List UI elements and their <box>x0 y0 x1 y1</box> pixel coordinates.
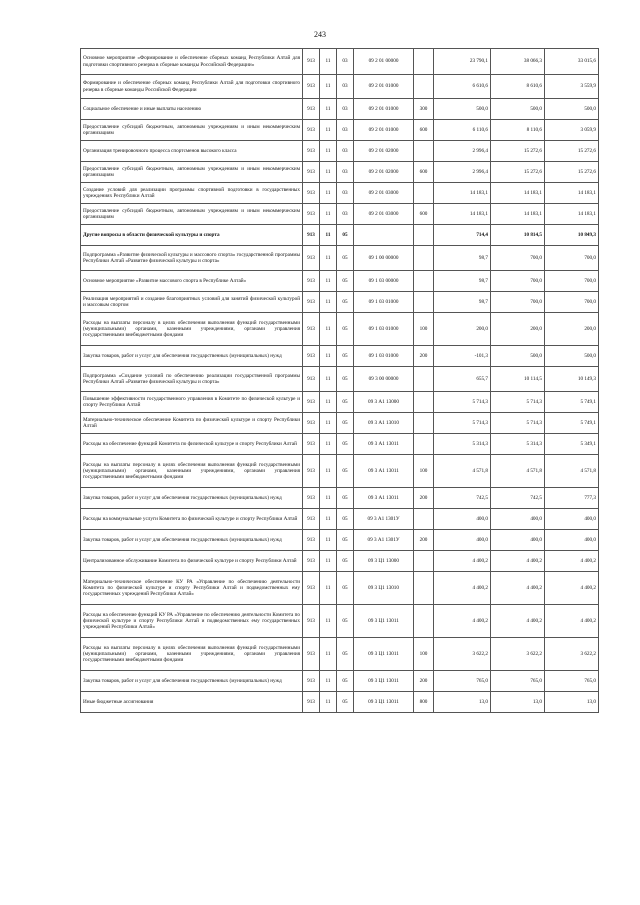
table-row <box>81 204 599 225</box>
ministry-code-cell: 913 <box>303 413 320 434</box>
row-name-cell: Предоставление субсидий бюджетным, автономным учреждениям и иным некоммерческим организациям <box>81 162 303 183</box>
amount-year2-cell: 10 114,5 <box>491 367 545 392</box>
amount-year1-cell: 13,0 <box>434 692 491 713</box>
expense-type-cell <box>414 367 434 392</box>
expense-type-cell <box>414 572 434 605</box>
amount-year2-cell: 4 400,2 <box>491 551 545 572</box>
amount-year1-cell: 14 183,1 <box>434 183 491 204</box>
section-code-cell: 11 <box>320 551 337 572</box>
subsection-code-cell: 03 <box>337 120 354 141</box>
expense-type-cell: 100 <box>414 313 434 346</box>
target-article-cell: 09 2 01 01000 <box>354 99 414 120</box>
expense-type-cell <box>414 49 434 75</box>
amount-year2-cell: 742,5 <box>491 488 545 509</box>
amount-year3-cell: 14 183,1 <box>545 183 599 204</box>
amount-year1-cell: 4 400,2 <box>434 605 491 638</box>
amount-year2-cell: 14 183,1 <box>491 183 545 204</box>
amount-year1-cell: -101,3 <box>434 346 491 367</box>
subsection-code-cell: 05 <box>337 530 354 551</box>
amount-year2-cell: 15 272,6 <box>491 141 545 162</box>
amount-year3-cell: 500,0 <box>545 99 599 120</box>
row-name-cell: Подпрограмма «Создание условий по обеспечению реализации государственной программы Республики Алтай «Развитие физической культуры и спорта» <box>81 367 303 392</box>
amount-year2-cell: 5 714,3 <box>491 413 545 434</box>
subsection-code-cell: 03 <box>337 183 354 204</box>
subsection-code-cell: 05 <box>337 367 354 392</box>
table-row <box>81 346 599 367</box>
section-code-cell: 11 <box>320 75 337 99</box>
amount-year3-cell: 3 559,9 <box>545 75 599 99</box>
amount-year3-cell: 10 849,3 <box>545 225 599 246</box>
row-name-cell: Материально-техническое обеспечение Комитета по физической культуре и спорту Республики Алтай <box>81 413 303 434</box>
subsection-code-cell: 05 <box>337 292 354 313</box>
expense-type-cell: 100 <box>414 455 434 488</box>
table-row <box>81 692 599 713</box>
row-name-cell: Закупка товаров, работ и услуг для обеспечения государственных (муниципальных) нужд <box>81 671 303 692</box>
amount-year1-cell: 98,7 <box>434 271 491 292</box>
expense-type-cell <box>414 183 434 204</box>
table-row <box>81 671 599 692</box>
section-code-cell: 11 <box>320 346 337 367</box>
target-article-cell: 09 1 03 01000 <box>354 346 414 367</box>
amount-year2-cell: 765,0 <box>491 671 545 692</box>
subsection-code-cell: 03 <box>337 162 354 183</box>
amount-year1-cell: 6 110,6 <box>434 120 491 141</box>
target-article-cell: 09 3 Ц1 13011 <box>354 605 414 638</box>
table-row <box>81 75 599 99</box>
expense-type-cell <box>414 141 434 162</box>
expense-type-cell <box>414 392 434 413</box>
page-number: 243 <box>314 30 326 39</box>
target-article-cell: 09 3 А1 13010 <box>354 413 414 434</box>
amount-year3-cell: 700,0 <box>545 271 599 292</box>
amount-year2-cell: 700,0 <box>491 271 545 292</box>
target-article-cell: 09 1 00 00000 <box>354 246 414 271</box>
section-code-cell: 11 <box>320 455 337 488</box>
amount-year2-cell: 400,0 <box>491 509 545 530</box>
table-row <box>81 455 599 488</box>
target-article-cell: 09 3 Ц1 13011 <box>354 671 414 692</box>
amount-year1-cell: 98,7 <box>434 246 491 271</box>
amount-year1-cell: 14 183,1 <box>434 204 491 225</box>
amount-year1-cell: 765,0 <box>434 671 491 692</box>
target-article-cell: 09 2 01 00000 <box>354 49 414 75</box>
target-article-cell: 09 3 00 00000 <box>354 367 414 392</box>
budget-table <box>80 48 599 713</box>
row-name-cell: Формирование и обеспечение сборных команд Республики Алтай для подготовки спортивного резерва в сборные команды Российской Федерации <box>81 75 303 99</box>
section-code-cell: 11 <box>320 488 337 509</box>
section-code-cell: 11 <box>320 204 337 225</box>
target-article-cell: 09 1 03 01000 <box>354 313 414 346</box>
amount-year3-cell: 200,0 <box>545 313 599 346</box>
table-row <box>81 605 599 638</box>
row-name-cell: Расходы на выплаты персоналу в целях обеспечения выполнения функций государственными (муниципальными) органами, казенными учреждениями, органами управления государственными внебюджетными фондами <box>81 313 303 346</box>
table-row <box>81 183 599 204</box>
ministry-code-cell: 913 <box>303 204 320 225</box>
amount-year2-cell: 700,0 <box>491 292 545 313</box>
target-article-cell: 09 1 03 00000 <box>354 271 414 292</box>
expense-type-cell <box>414 225 434 246</box>
row-name-cell: Повышение эффективности государственного управления в Комитете по физической культуре и спорту Республики Алтай <box>81 392 303 413</box>
amount-year2-cell: 14 183,1 <box>491 204 545 225</box>
section-code-cell: 11 <box>320 99 337 120</box>
section-code-cell: 11 <box>320 49 337 75</box>
row-name-cell: Подпрограмма «Развитие физической культуры и массового спорта» государственной программы Республики Алтай «Развитие физической культуры и спорта» <box>81 246 303 271</box>
row-name-cell: Другие вопросы в области физической культуры и спорта <box>81 225 303 246</box>
section-code-cell: 11 <box>320 434 337 455</box>
subsection-code-cell: 05 <box>337 313 354 346</box>
row-name-cell: Расходы на коммунальные услуги Комитета по физической культуре и спорту Республики Алтай <box>81 509 303 530</box>
amount-year3-cell: 4 400,2 <box>545 551 599 572</box>
amount-year3-cell: 700,0 <box>545 292 599 313</box>
section-code-cell: 11 <box>320 392 337 413</box>
subsection-code-cell: 03 <box>337 49 354 75</box>
amount-year2-cell: 400,0 <box>491 530 545 551</box>
expense-type-cell: 300 <box>414 99 434 120</box>
row-name-cell: Основное мероприятие «Формирование и обеспечение сборных команд Республики Алтай для подготовки спортивного резерва в сборные команды Российской Федерации» <box>81 49 303 75</box>
ministry-code-cell: 913 <box>303 346 320 367</box>
amount-year3-cell: 5 349,1 <box>545 434 599 455</box>
ministry-code-cell: 913 <box>303 271 320 292</box>
row-name-cell: Предоставление субсидий бюджетным, автономным учреждениям и иным некоммерческим организациям <box>81 120 303 141</box>
row-name-cell: Материально-техническое обеспечение КУ РА «Управление по обеспечению деятельности Комитета по физической культуре и спорту Республики Алтай и подведомственных ему государственных учреждений Республики Алтай» <box>81 572 303 605</box>
expense-type-cell <box>414 434 434 455</box>
section-code-cell: 11 <box>320 509 337 530</box>
section-code-cell: 11 <box>320 572 337 605</box>
subsection-code-cell: 05 <box>337 605 354 638</box>
subsection-code-cell: 05 <box>337 455 354 488</box>
table-row <box>81 551 599 572</box>
ministry-code-cell: 913 <box>303 572 320 605</box>
row-name-cell: Закупка товаров, работ и услуг для обеспечения государственных (муниципальных) нужд <box>81 530 303 551</box>
subsection-code-cell: 05 <box>337 225 354 246</box>
ministry-code-cell: 913 <box>303 392 320 413</box>
target-article-cell: 09 3 Ц1 13011 <box>354 692 414 713</box>
subsection-code-cell: 05 <box>337 551 354 572</box>
subsection-code-cell: 05 <box>337 638 354 671</box>
amount-year2-cell: 3 622,2 <box>491 638 545 671</box>
ministry-code-cell: 913 <box>303 530 320 551</box>
amount-year3-cell: 15 272,6 <box>545 162 599 183</box>
subsection-code-cell: 05 <box>337 488 354 509</box>
amount-year3-cell: 4 400,2 <box>545 572 599 605</box>
ministry-code-cell: 913 <box>303 183 320 204</box>
table-body <box>81 49 599 713</box>
ministry-code-cell: 913 <box>303 292 320 313</box>
table-row <box>81 413 599 434</box>
target-article-cell: 09 3 А1 13011 <box>354 455 414 488</box>
amount-year3-cell: 13,0 <box>545 692 599 713</box>
amount-year3-cell: 400,0 <box>545 530 599 551</box>
table-row <box>81 99 599 120</box>
amount-year3-cell: 33 015,6 <box>545 49 599 75</box>
subsection-code-cell: 05 <box>337 572 354 605</box>
subsection-code-cell: 05 <box>337 434 354 455</box>
ministry-code-cell: 913 <box>303 434 320 455</box>
subsection-code-cell: 05 <box>337 271 354 292</box>
row-name-cell: Создание условий для реализации программы спортивной подготовки в государственных учреждениях Республики Алтай <box>81 183 303 204</box>
table-row <box>81 530 599 551</box>
section-code-cell: 11 <box>320 271 337 292</box>
section-code-cell: 11 <box>320 141 337 162</box>
expense-type-cell <box>414 413 434 434</box>
expense-type-cell <box>414 75 434 99</box>
table-row <box>81 271 599 292</box>
target-article-cell: 09 3 А1 13000 <box>354 392 414 413</box>
table-row <box>81 434 599 455</box>
target-article-cell: 09 2 01 02000 <box>354 162 414 183</box>
ministry-code-cell: 913 <box>303 509 320 530</box>
table-row <box>81 572 599 605</box>
expense-type-cell <box>414 271 434 292</box>
subsection-code-cell: 03 <box>337 75 354 99</box>
table-row <box>81 292 599 313</box>
amount-year1-cell: 6 610,6 <box>434 75 491 99</box>
table-row <box>81 638 599 671</box>
row-name-cell: Расходы на обеспечение функций Комитета по физической культуре и спорту Республики Алтай <box>81 434 303 455</box>
amount-year3-cell: 700,0 <box>545 246 599 271</box>
table-row <box>81 141 599 162</box>
amount-year1-cell: 4 571,8 <box>434 455 491 488</box>
ministry-code-cell: 913 <box>303 75 320 99</box>
amount-year3-cell: 4 571,8 <box>545 455 599 488</box>
subsection-code-cell: 05 <box>337 671 354 692</box>
expense-type-cell <box>414 605 434 638</box>
amount-year1-cell: 4 400,2 <box>434 551 491 572</box>
amount-year1-cell: 2 996,4 <box>434 162 491 183</box>
amount-year3-cell: 10 149,3 <box>545 367 599 392</box>
amount-year1-cell: 655,7 <box>434 367 491 392</box>
row-name-cell: Закупка товаров, работ и услуг для обеспечения государственных (муниципальных) нужд <box>81 346 303 367</box>
expense-type-cell: 200 <box>414 530 434 551</box>
amount-year1-cell: 200,0 <box>434 313 491 346</box>
row-name-cell: Основное мероприятие «Развитие массового спорта в Республике Алтай» <box>81 271 303 292</box>
expense-type-cell: 600 <box>414 162 434 183</box>
amount-year3-cell: 5 749,1 <box>545 392 599 413</box>
row-name-cell: Социальное обеспечение и иные выплаты населению <box>81 99 303 120</box>
table-row <box>81 162 599 183</box>
ministry-code-cell: 913 <box>303 99 320 120</box>
section-code-cell: 11 <box>320 246 337 271</box>
row-name-cell: Расходы на выплаты персоналу в целях обеспечения выполнения функций государственными (муниципальными) органами, казенными учреждениями, органами управления государственными внебюджетными фондами <box>81 455 303 488</box>
expense-type-cell <box>414 509 434 530</box>
table-row <box>81 120 599 141</box>
amount-year1-cell: 714,4 <box>434 225 491 246</box>
target-article-cell: 09 3 А1 1301У <box>354 509 414 530</box>
ministry-code-cell: 913 <box>303 605 320 638</box>
ministry-code-cell: 913 <box>303 120 320 141</box>
ministry-code-cell: 913 <box>303 638 320 671</box>
section-code-cell: 11 <box>320 605 337 638</box>
subsection-code-cell: 05 <box>337 392 354 413</box>
ministry-code-cell: 913 <box>303 246 320 271</box>
amount-year1-cell: 5 314,3 <box>434 434 491 455</box>
section-code-cell: 11 <box>320 120 337 141</box>
amount-year2-cell: 4 400,2 <box>491 605 545 638</box>
amount-year2-cell: 8 110,6 <box>491 120 545 141</box>
table-row <box>81 488 599 509</box>
amount-year1-cell: 2 996,4 <box>434 141 491 162</box>
subsection-code-cell: 03 <box>337 204 354 225</box>
ministry-code-cell: 913 <box>303 162 320 183</box>
row-name-cell: Реализация мероприятий и создание благоприятных условий для занятий физической культурой и массовым спортом <box>81 292 303 313</box>
ministry-code-cell: 913 <box>303 141 320 162</box>
table-row <box>81 509 599 530</box>
subsection-code-cell: 05 <box>337 509 354 530</box>
section-code-cell: 11 <box>320 367 337 392</box>
expense-type-cell: 200 <box>414 346 434 367</box>
section-code-cell: 11 <box>320 225 337 246</box>
section-code-cell: 11 <box>320 638 337 671</box>
row-name-cell: Организация тренировочного процесса спортсменов высокого класса <box>81 141 303 162</box>
amount-year3-cell: 14 183,1 <box>545 204 599 225</box>
amount-year2-cell: 15 272,6 <box>491 162 545 183</box>
expense-type-cell: 800 <box>414 692 434 713</box>
target-article-cell: 09 3 А1 13011 <box>354 434 414 455</box>
expense-type-cell <box>414 551 434 572</box>
target-article-cell: 09 1 03 01000 <box>354 292 414 313</box>
amount-year2-cell: 4 400,2 <box>491 572 545 605</box>
amount-year2-cell: 10 814,5 <box>491 225 545 246</box>
expense-type-cell <box>414 246 434 271</box>
table-row <box>81 49 599 75</box>
table-row <box>81 225 599 246</box>
ministry-code-cell: 913 <box>303 692 320 713</box>
row-name-cell: Иные бюджетные ассигнования <box>81 692 303 713</box>
row-name-cell: Централизованное обслуживание Комитета по физической культуре и спорту Республики Алтай <box>81 551 303 572</box>
expense-type-cell: 600 <box>414 120 434 141</box>
amount-year3-cell: 3 059,9 <box>545 120 599 141</box>
target-article-cell: 09 2 01 02000 <box>354 141 414 162</box>
ministry-code-cell: 913 <box>303 551 320 572</box>
subsection-code-cell: 05 <box>337 246 354 271</box>
amount-year3-cell: 4 400,2 <box>545 605 599 638</box>
amount-year1-cell: 742,5 <box>434 488 491 509</box>
amount-year1-cell: 5 714,3 <box>434 392 491 413</box>
section-code-cell: 11 <box>320 671 337 692</box>
expense-type-cell <box>414 292 434 313</box>
amount-year1-cell: 4 400,2 <box>434 572 491 605</box>
expense-type-cell: 200 <box>414 488 434 509</box>
amount-year2-cell: 5 314,3 <box>491 434 545 455</box>
section-code-cell: 11 <box>320 162 337 183</box>
section-code-cell: 11 <box>320 413 337 434</box>
amount-year3-cell: 400,0 <box>545 509 599 530</box>
section-code-cell: 11 <box>320 530 337 551</box>
section-code-cell: 11 <box>320 692 337 713</box>
target-article-cell: 09 2 01 03000 <box>354 183 414 204</box>
subsection-code-cell: 03 <box>337 99 354 120</box>
amount-year1-cell: 23 790,1 <box>434 49 491 75</box>
row-name-cell: Расходы на обеспечение функций КУ РА «Управление по обеспечению деятельности Комитета по физической культуре и спорту Республики Алтай и подведомственных ему государственных учреждений Республики Алтай» <box>81 605 303 638</box>
table-row <box>81 246 599 271</box>
amount-year1-cell: 98,7 <box>434 292 491 313</box>
table-row <box>81 313 599 346</box>
subsection-code-cell: 05 <box>337 692 354 713</box>
amount-year3-cell: 5 749,1 <box>545 413 599 434</box>
amount-year2-cell: 4 571,8 <box>491 455 545 488</box>
subsection-code-cell: 05 <box>337 346 354 367</box>
expense-type-cell: 200 <box>414 671 434 692</box>
ministry-code-cell: 913 <box>303 367 320 392</box>
ministry-code-cell: 913 <box>303 313 320 346</box>
amount-year2-cell: 5 714,3 <box>491 392 545 413</box>
ministry-code-cell: 913 <box>303 455 320 488</box>
amount-year2-cell: 500,0 <box>491 99 545 120</box>
ministry-code-cell: 913 <box>303 225 320 246</box>
expense-type-cell: 600 <box>414 204 434 225</box>
amount-year2-cell: 13,0 <box>491 692 545 713</box>
ministry-code-cell: 913 <box>303 49 320 75</box>
target-article-cell: 09 3 Ц1 13010 <box>354 572 414 605</box>
amount-year3-cell: 15 272,6 <box>545 141 599 162</box>
amount-year2-cell: 700,0 <box>491 246 545 271</box>
amount-year3-cell: 3 622,2 <box>545 638 599 671</box>
target-article-cell: 09 2 01 01000 <box>354 75 414 99</box>
amount-year3-cell: 500,0 <box>545 346 599 367</box>
amount-year3-cell: 777,3 <box>545 488 599 509</box>
ministry-code-cell: 913 <box>303 671 320 692</box>
expense-type-cell: 100 <box>414 638 434 671</box>
amount-year2-cell: 38 066,3 <box>491 49 545 75</box>
table-row <box>81 367 599 392</box>
target-article-cell: 09 3 Ц1 13011 <box>354 638 414 671</box>
amount-year1-cell: 500,0 <box>434 99 491 120</box>
amount-year1-cell: 3 622,2 <box>434 638 491 671</box>
amount-year1-cell: 5 714,3 <box>434 413 491 434</box>
amount-year3-cell: 765,0 <box>545 671 599 692</box>
target-article-cell: 09 3 Ц1 13000 <box>354 551 414 572</box>
row-name-cell: Закупка товаров, работ и услуг для обеспечения государственных (муниципальных) нужд <box>81 488 303 509</box>
section-code-cell: 11 <box>320 292 337 313</box>
table-row <box>81 392 599 413</box>
target-article-cell <box>354 225 414 246</box>
subsection-code-cell: 05 <box>337 413 354 434</box>
amount-year2-cell: 8 610,6 <box>491 75 545 99</box>
section-code-cell: 11 <box>320 313 337 346</box>
target-article-cell: 09 2 01 01000 <box>354 120 414 141</box>
target-article-cell: 09 3 А1 1301У <box>354 530 414 551</box>
amount-year2-cell: 200,0 <box>491 313 545 346</box>
amount-year1-cell: 400,0 <box>434 509 491 530</box>
subsection-code-cell: 03 <box>337 141 354 162</box>
row-name-cell: Расходы на выплаты персоналу в целях обеспечения выполнения функций государственными (муниципальными) органами, казенными учреждениями, органами управления государственными внебюджетными фондами <box>81 638 303 671</box>
row-name-cell: Предоставление субсидий бюджетным, автономным учреждениям и иным некоммерческим организациям <box>81 204 303 225</box>
amount-year1-cell: 400,0 <box>434 530 491 551</box>
ministry-code-cell: 913 <box>303 488 320 509</box>
amount-year2-cell: 500,0 <box>491 346 545 367</box>
target-article-cell: 09 3 А1 13011 <box>354 488 414 509</box>
section-code-cell: 11 <box>320 183 337 204</box>
target-article-cell: 09 2 01 03000 <box>354 204 414 225</box>
